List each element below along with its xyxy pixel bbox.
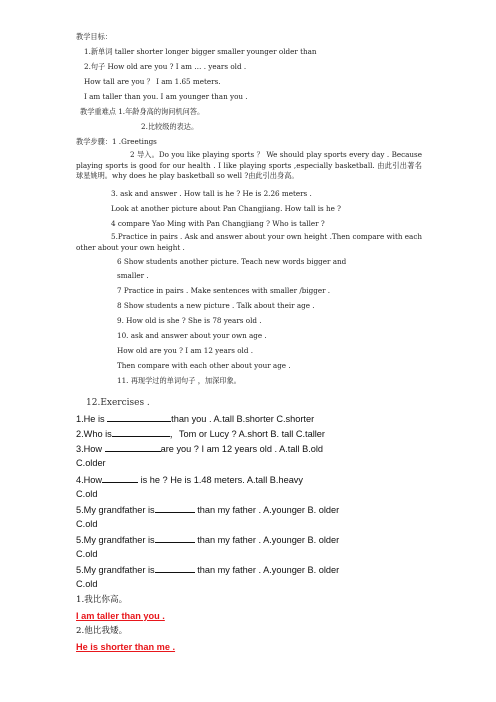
step-7: 7 Practice in pairs . Make sentences with smaller /bigger . xyxy=(117,286,331,295)
exercise-2 xyxy=(76,428,325,440)
step-8: 8 Show students a new picture . Talk about their age . xyxy=(117,301,315,310)
exercise-5-options: than my father . A.younger B. older xyxy=(194,565,340,575)
exercise-4 xyxy=(76,474,303,486)
exercise-4-options: is he ? He is 1.48 meters. A.tall B.heavy xyxy=(138,475,303,485)
step-3-look: Look at another picture about Pan Changjiang. How tall is he ? xyxy=(111,204,342,213)
exercise-3 xyxy=(76,443,323,455)
answer-blank xyxy=(155,534,195,543)
translate-1-prompt: 1.我比你高。 xyxy=(76,595,128,605)
step-4: 4 compare Yao Ming with Pan Changjiang ? Who is taller ? xyxy=(111,219,325,228)
exercise-3-stem: 3.How xyxy=(76,444,105,454)
step-9: 9. How old is she ? She is 78 years old . xyxy=(117,316,262,325)
step-6-cont: smaller . xyxy=(117,271,149,280)
exercise-1-stem: 1.He is xyxy=(76,414,108,424)
exercise-5 xyxy=(76,504,339,516)
exercise-3-options: are you ? I am 12 years old . A.tall B.old xyxy=(160,444,324,454)
goal-sentences: 2.句子 How old are you ? I am … . years old . xyxy=(84,62,247,71)
exercise-2-stem: 2.Who is xyxy=(76,429,112,439)
goal-new-words: 1.新单词 taller shorter longer bigger smaller younger older than xyxy=(84,47,317,56)
exercise-5-stem: 5.My grandfather is xyxy=(76,565,155,575)
exercise-5-option-c: C.old xyxy=(76,549,98,559)
exercise-5-option-c: C.old xyxy=(76,519,98,529)
goal-sentence-compare: I am taller than you. I am younger than you . xyxy=(84,92,248,101)
exercise-5-option-c: C.old xyxy=(76,579,98,589)
step-2-intro: 2 导入。Do you like playing sports ？ We should play sports every day . Because playing sports is good for our health . I like playing sports ,especially basketball. 由此引出著名球星姚明。why does he play basketball so well ?由此引出身高。 xyxy=(76,150,422,180)
step-10-compare: Then compare with each other about your age . xyxy=(117,361,291,370)
step-3: 3. ask and answer . How tall is he ? He is 2.26 meters . xyxy=(111,189,312,198)
key-points-2: 2.比较级的表达。 xyxy=(141,122,199,131)
exercise-4-stem: 4.How xyxy=(76,475,103,485)
answer-blank xyxy=(112,428,170,437)
answer-blank xyxy=(105,443,161,452)
goal-sentence-height: How tall are you ？ I am 1.65 meters. xyxy=(84,77,221,86)
translate-2-prompt: 2.他比我矮。 xyxy=(76,626,128,636)
key-points-1: 教学重难点 1.年龄身高的询问机问答。 xyxy=(80,107,205,116)
exercise-5-stem: 5.My grandfather is xyxy=(76,535,155,545)
exercise-1 xyxy=(76,413,314,425)
answer-blank xyxy=(107,413,171,422)
exercise-2-options: ，Tom or Lucy ? A.short B. tall C.taller xyxy=(169,429,325,439)
answer-blank xyxy=(102,474,138,483)
step-11: 11. 再现学过的单词句子 ，加深印象。 xyxy=(117,376,241,385)
exercise-5-options: than my father . A.younger B. older xyxy=(194,505,340,515)
exercise-3-option-c: C.older xyxy=(76,458,106,468)
answer-blank xyxy=(155,564,195,573)
exercise-5-options: than my father . A.younger B. older xyxy=(194,535,340,545)
translate-1-answer: I am taller than you . xyxy=(76,611,165,621)
answer-blank xyxy=(155,504,195,513)
teaching-goals-heading: 教学目标： xyxy=(76,32,112,41)
exercise-5-repeat xyxy=(76,534,339,546)
step-5: 5.Practice in pairs . Ask and answer about your own height .Then compare with each other about your own height . xyxy=(76,232,422,252)
exercises-title: 12.Exercises . xyxy=(86,398,150,408)
teaching-steps-heading: 教学步骤：1 .Greetings xyxy=(76,137,157,146)
exercise-5-stem: 5.My grandfather is xyxy=(76,505,155,515)
translate-2-answer: He is shorter than me . xyxy=(76,642,176,652)
step-6: 6 Show students another picture. Teach new words bigger and xyxy=(117,257,347,266)
step-10: 10. ask and answer about your own age . xyxy=(117,331,267,340)
exercise-5-repeat xyxy=(76,564,339,576)
exercise-4-option-c: C.old xyxy=(76,489,98,499)
step-10-dialog: How old are you ? I am 12 years old . xyxy=(117,346,253,355)
exercise-1-options: than you . A.tall B.shorter C.shorter xyxy=(171,414,315,424)
